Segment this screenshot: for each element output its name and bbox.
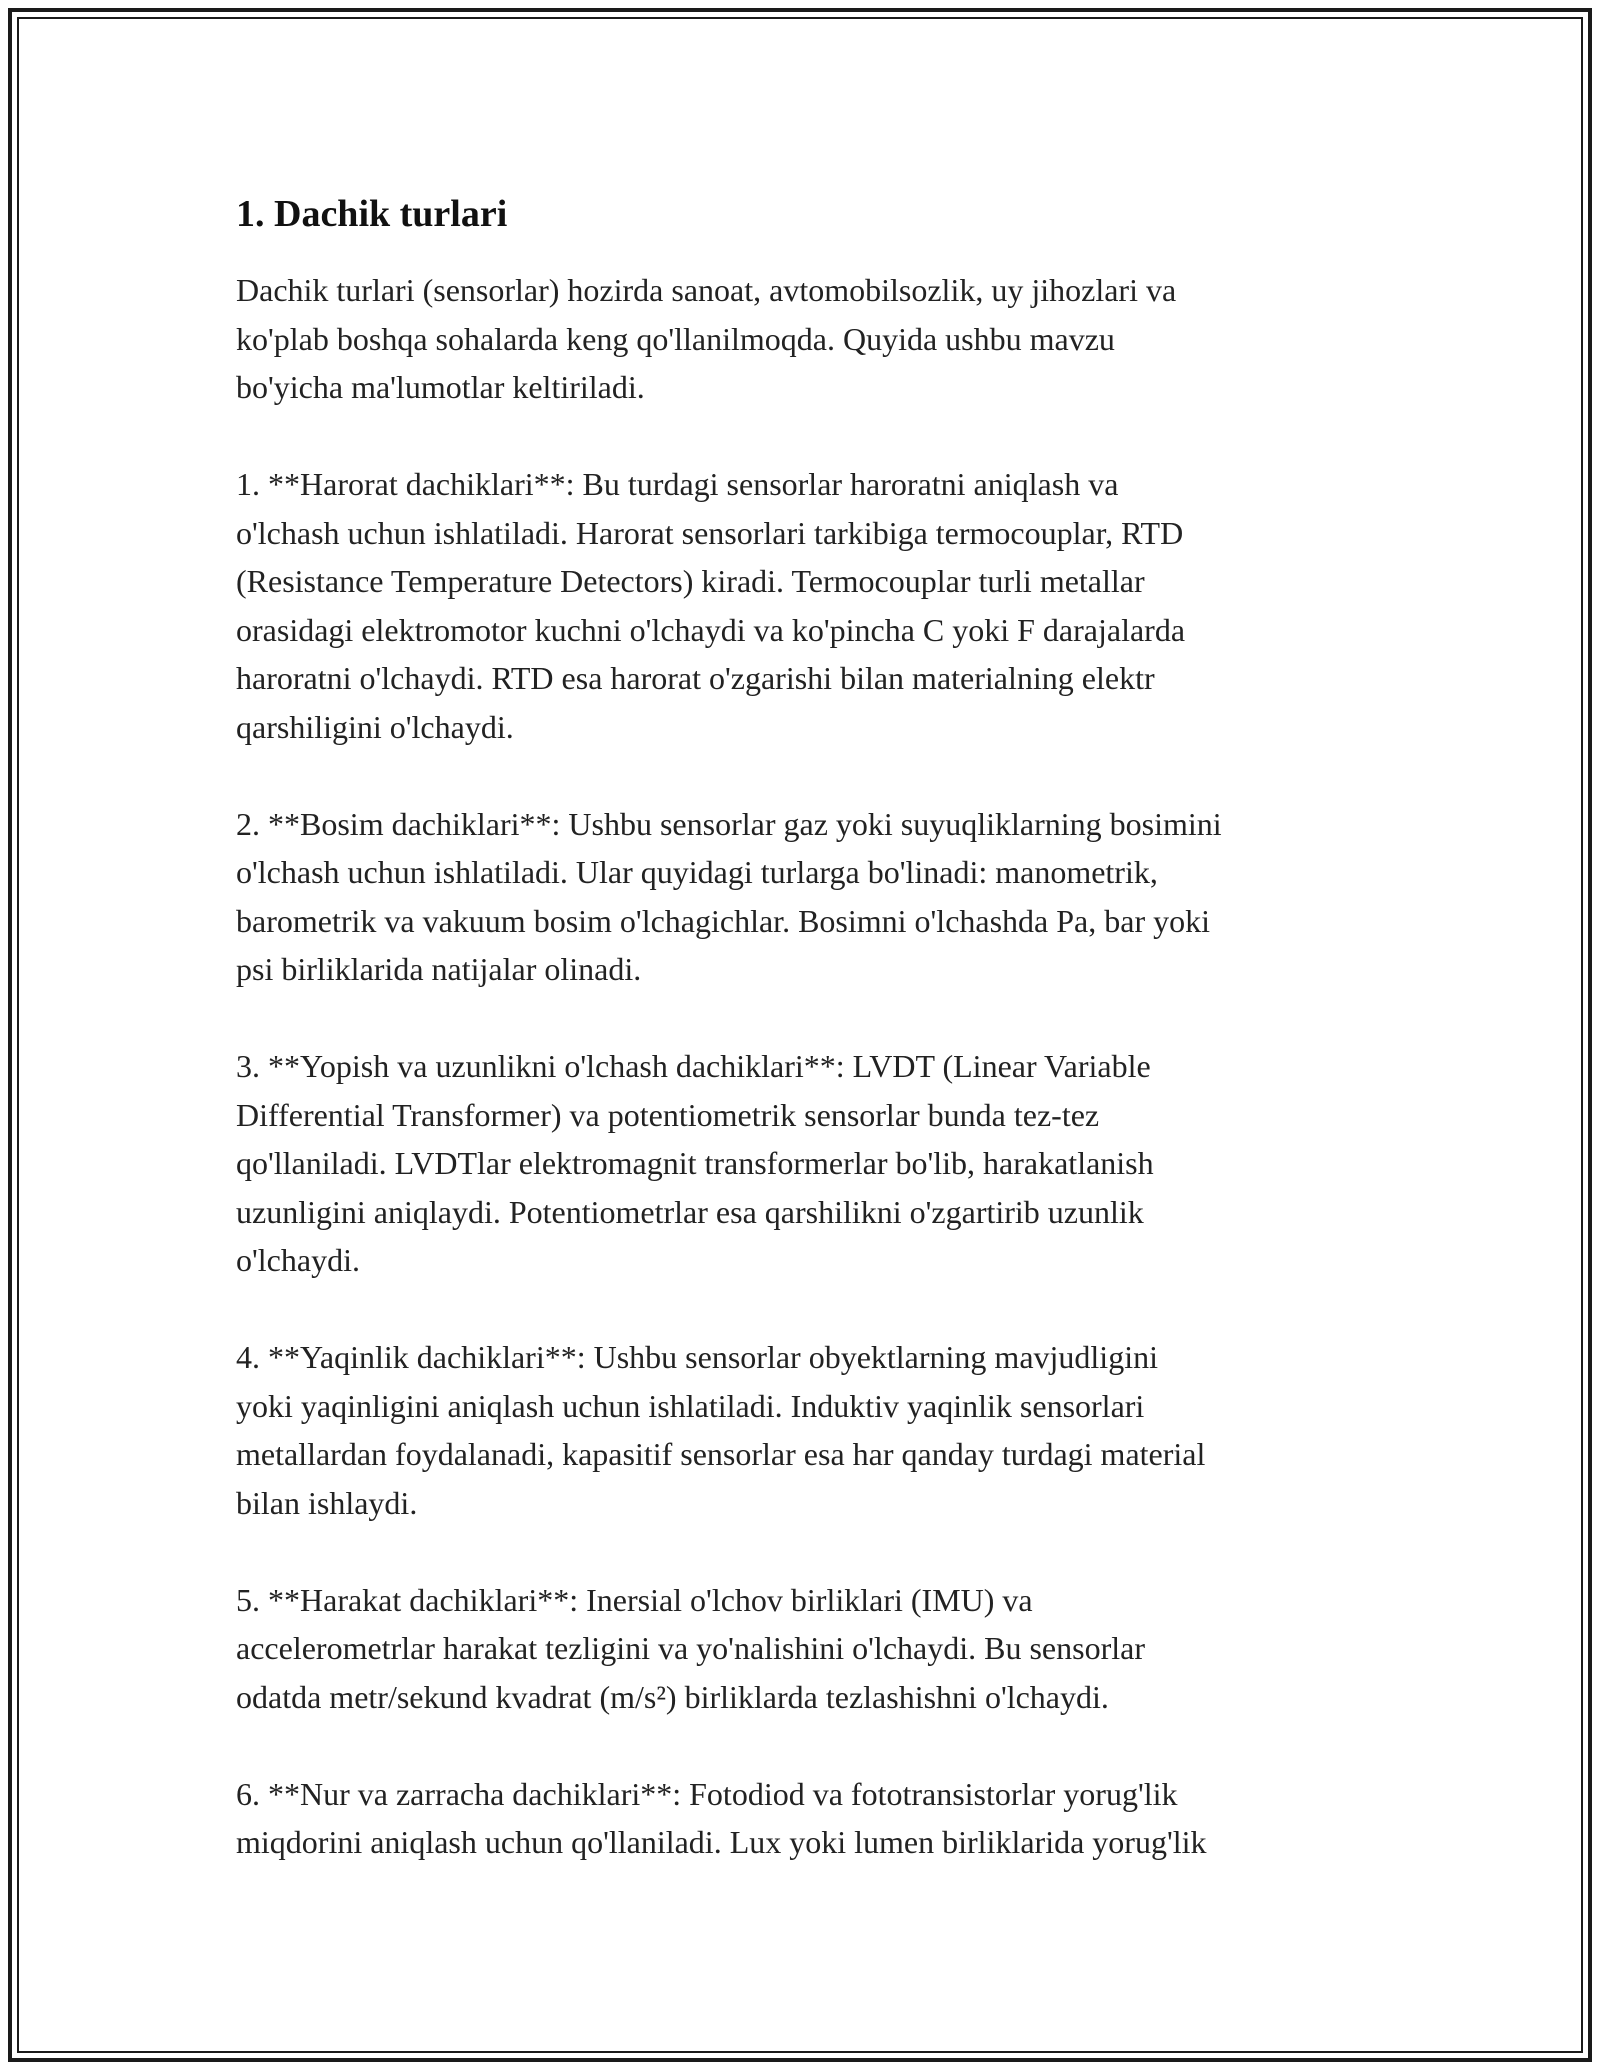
paragraph-temperature-sensors: 1. **Harorat dachiklari**: Bu turdagi sensorlar haroratni aniqlash va o'lchash uchun ishlatiladi. Harorat sensorlari tarkibiga termocouplar, RTD (Resistance Temperature Detectors) kiradi. Termocouplar turli metallar orasidagi elektromotor kuchni o'lchaydi va ko'pincha C yoki F darajalarda haroratni o'lchaydi. RTD esa harorat o'zgarishi bilan materialning elektr qarshiligini o'lchaydi.: [236, 466, 1186, 745]
document-body: [236, 186, 1386, 1915]
paragraph-pressure-sensors: 2. **Bosim dachiklari**: Ushbu sensorlar gaz yoki suyuqliklarning bosimini o'lchash uchun ishlatiladi. Ular quyidagi turlarga bo'linadi: manometrik, barometrik va vakuum bosim o'lchagichlar. Bosimni o'lchashda Pa, bar yoki psi birliklarida natijalar olinadi.: [236, 805, 1222, 987]
intro-paragraph: Dachik turlari (sensorlar) hozirda sanoat, avtomobilsozlik, uy jihozlari va ko'plab boshqa sohalarda keng qo'llanilmoqda. Quyida ushbu mavzu bo'yicha ma'lumotlar keltiriladi.: [236, 272, 1177, 405]
paragraph-proximity-sensors: 4. **Yaqinlik dachiklari**: Ushbu sensorlar obyektlarning mavjudligini yoki yaqinligini aniqlash uchun ishlatiladi. Induktiv yaqinlik sensorlari metallardan foydalanadi, kapasitif sensorlar esa har qanday turdagi material bilan ishlaydi.: [236, 1339, 1206, 1521]
paragraph-motion-sensors: 5. **Harakat dachiklari**: Inersial o'lchov birliklari (IMU) va accelerometrlar harakat tezligini va yo'nalishini o'lchaydi. Bu sensorlar odatda metr/sekund kvadrat (m/s²) birliklarda tezlashishni o'lchaydi.: [236, 1581, 1145, 1715]
paragraph-displacement-sensors: 3. **Yopish va uzunlikni o'lchash dachiklari**: LVDT (Linear Variable Differential Transformer) va potentiometrik sensorlar bunda tez-tez qo'llaniladi. LVDTlar elektromagnit transformerlar bo'lib, harakatlanish uzunligini aniqlaydi. Potentiometrlar esa qarshilikni o'zgartirib uzunlik o'lchaydi.: [236, 1048, 1154, 1278]
section-heading: 1. Dachik turlari: [236, 193, 508, 235]
paragraph-light-sensors: 6. **Nur va zarracha dachiklari**: Fotodiod va fototransistorlar yorug'lik miqdorini aniqlash uchun qo'llaniladi. Lux yoki lumen birliklarida yorug'lik: [236, 1775, 1207, 1860]
